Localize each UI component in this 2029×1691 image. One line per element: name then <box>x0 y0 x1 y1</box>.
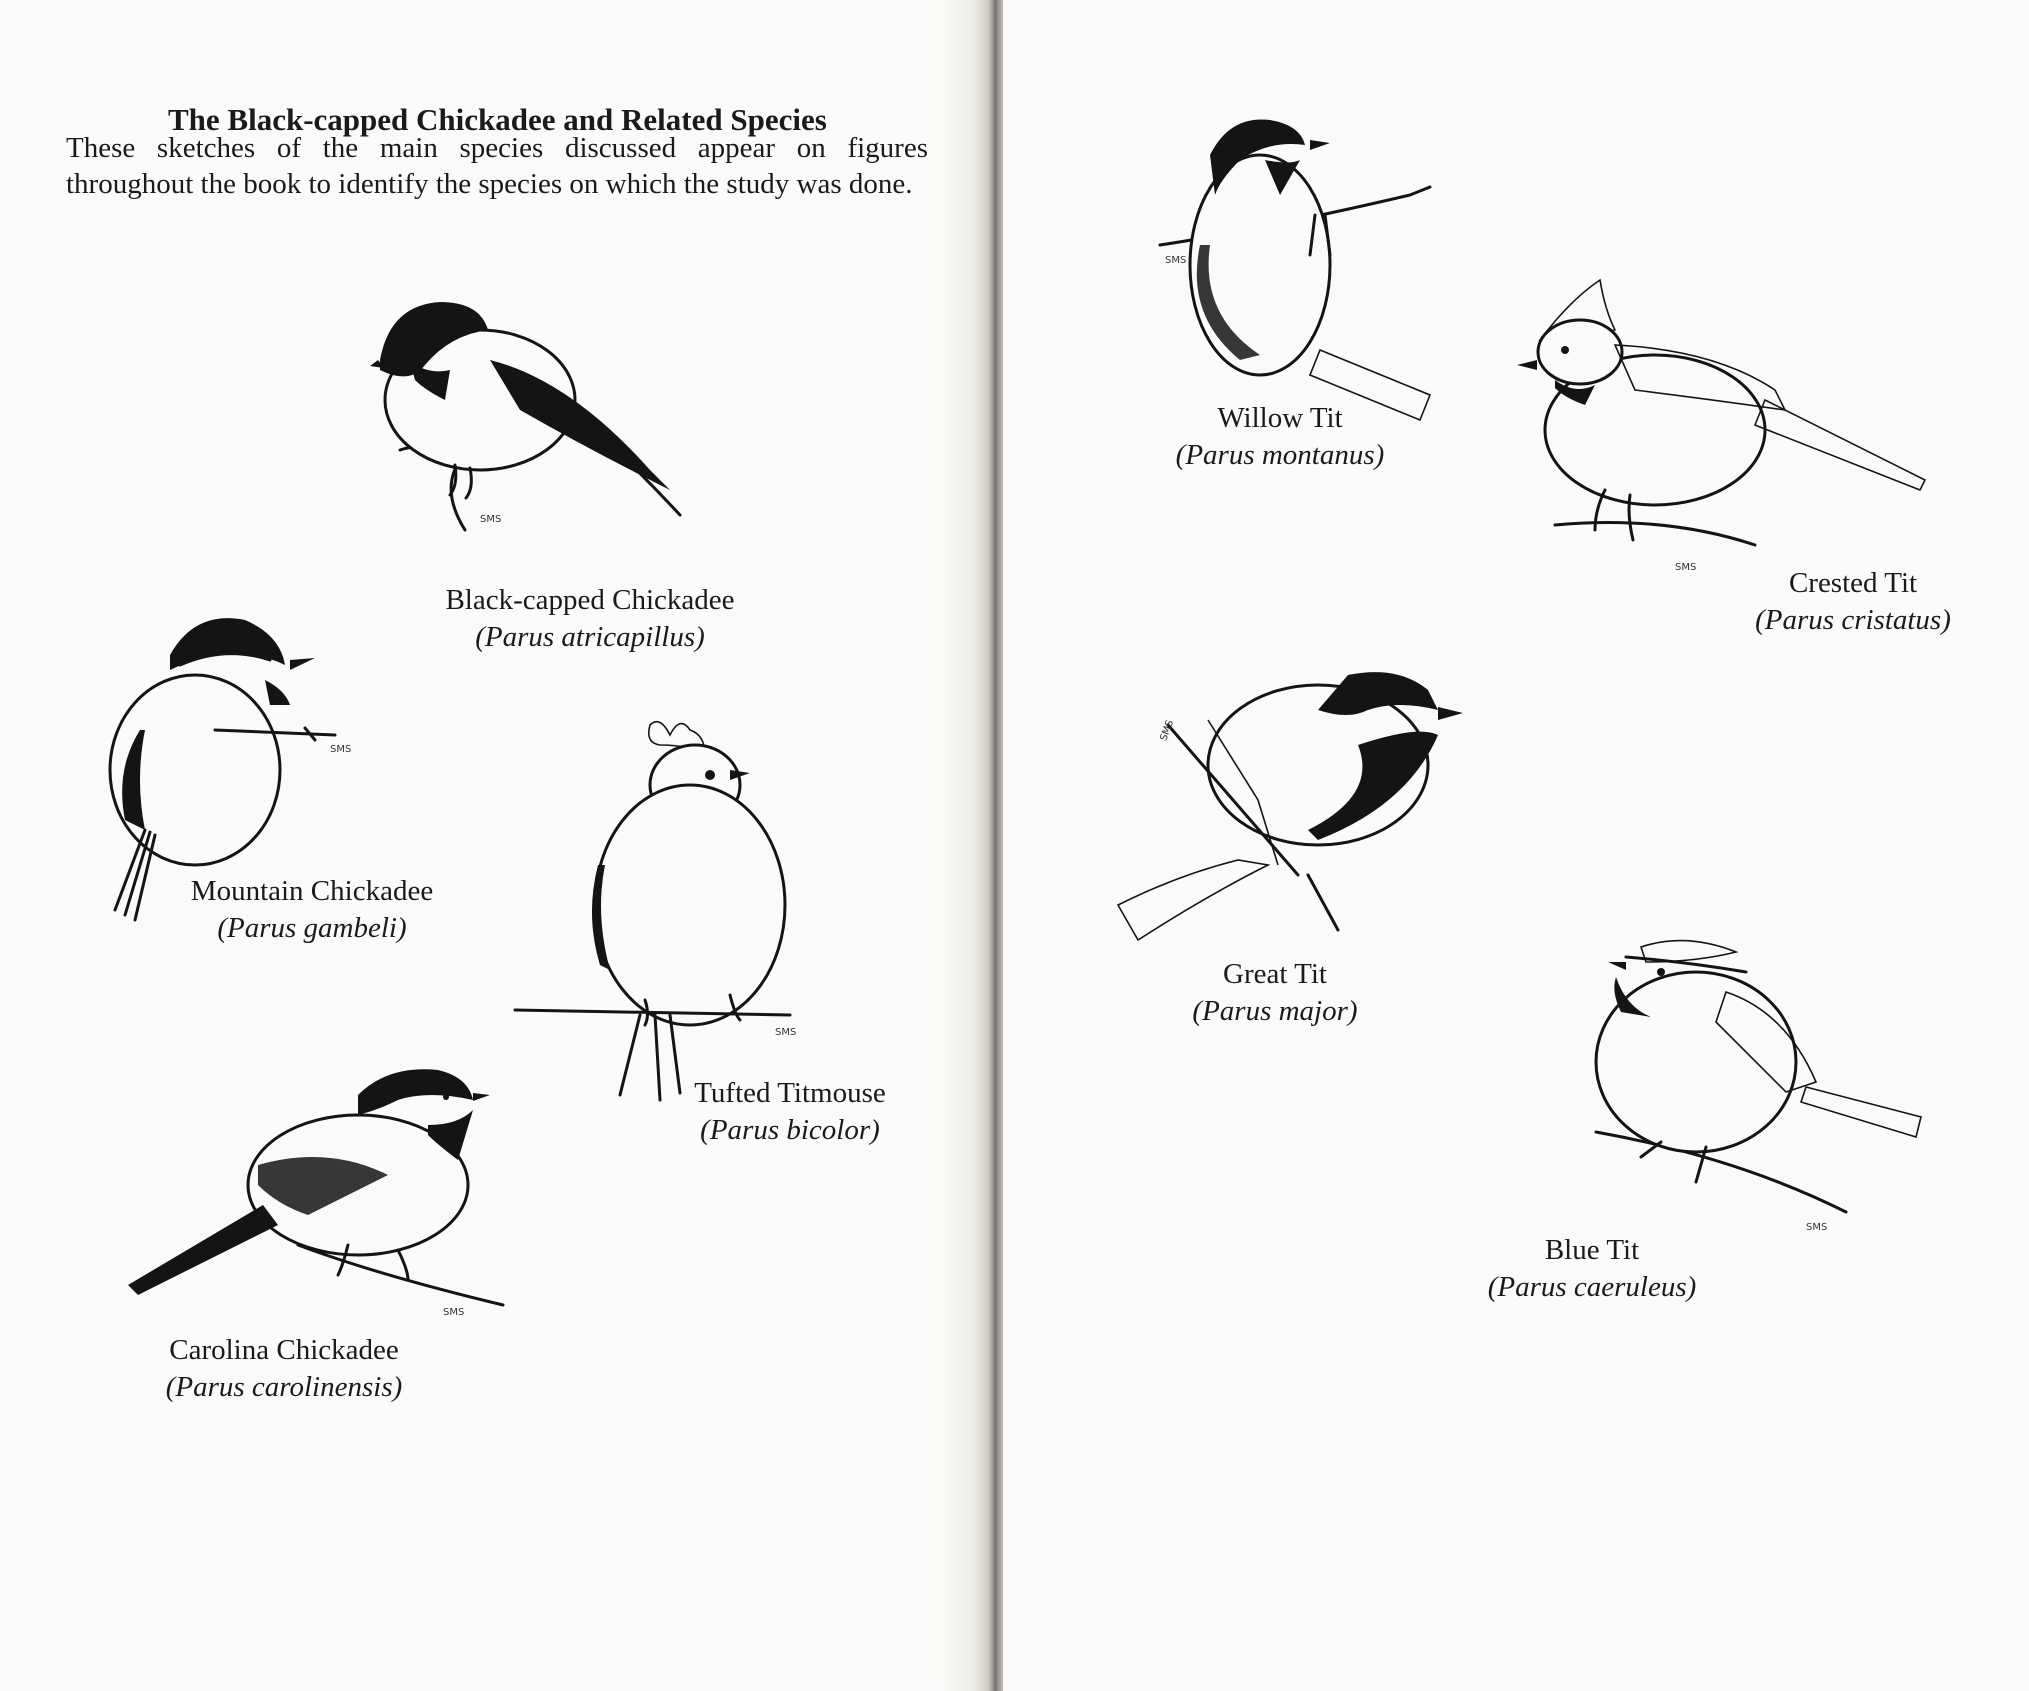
caption-carolina-chickadee: Carolina Chickadee (Parus carolinensis) <box>165 1334 403 1403</box>
caption-blue-tit: Blue Tit (Parus caeruleus) <box>1487 1234 1697 1303</box>
right-page <box>1003 0 2029 1691</box>
great-tit-illustration <box>1118 665 1478 955</box>
left-page <box>0 0 985 1691</box>
svg-text:SMS: SMS <box>1806 1222 1828 1233</box>
black-capped-chickadee-illustration <box>370 290 720 550</box>
caption-tufted-titmouse: Tufted Titmouse (Parus bicolor) <box>694 1077 886 1146</box>
caption-great-tit: Great Tit (Parus major) <box>1192 958 1358 1027</box>
caption-black-capped-chickadee: Black-capped Chickadee (Parus atricapillus) <box>445 584 735 653</box>
artist-signature: SMS <box>480 514 502 525</box>
caption-willow-tit: Willow Tit (Parus montanus) <box>1175 402 1385 471</box>
svg-text:SMS: SMS <box>1165 255 1187 266</box>
intro-paragraph: These sketches of the main species discussed appear on figures throughout the book to identify the species on which the study was done. <box>66 132 928 200</box>
tufted-titmouse-illustration <box>510 715 810 1105</box>
svg-text:SMS: SMS <box>775 1027 797 1038</box>
caption-crested-tit: Crested Tit (Parus cristatus) <box>1755 567 1951 636</box>
svg-text:SMS: SMS <box>330 744 352 755</box>
svg-text:SMS: SMS <box>443 1307 465 1318</box>
svg-text:SMS: SMS <box>1158 718 1177 743</box>
willow-tit-illustration <box>1160 115 1460 435</box>
svg-text:SMS: SMS <box>1675 562 1697 573</box>
page-title: The Black-capped Chickadee and Related Species <box>168 102 827 137</box>
carolina-chickadee-illustration <box>128 1065 508 1325</box>
blue-tit-illustration <box>1586 932 1946 1232</box>
crested-tit-illustration <box>1515 280 1935 580</box>
caption-mountain-chickadee: Mountain Chickadee (Parus gambeli) <box>190 875 434 944</box>
